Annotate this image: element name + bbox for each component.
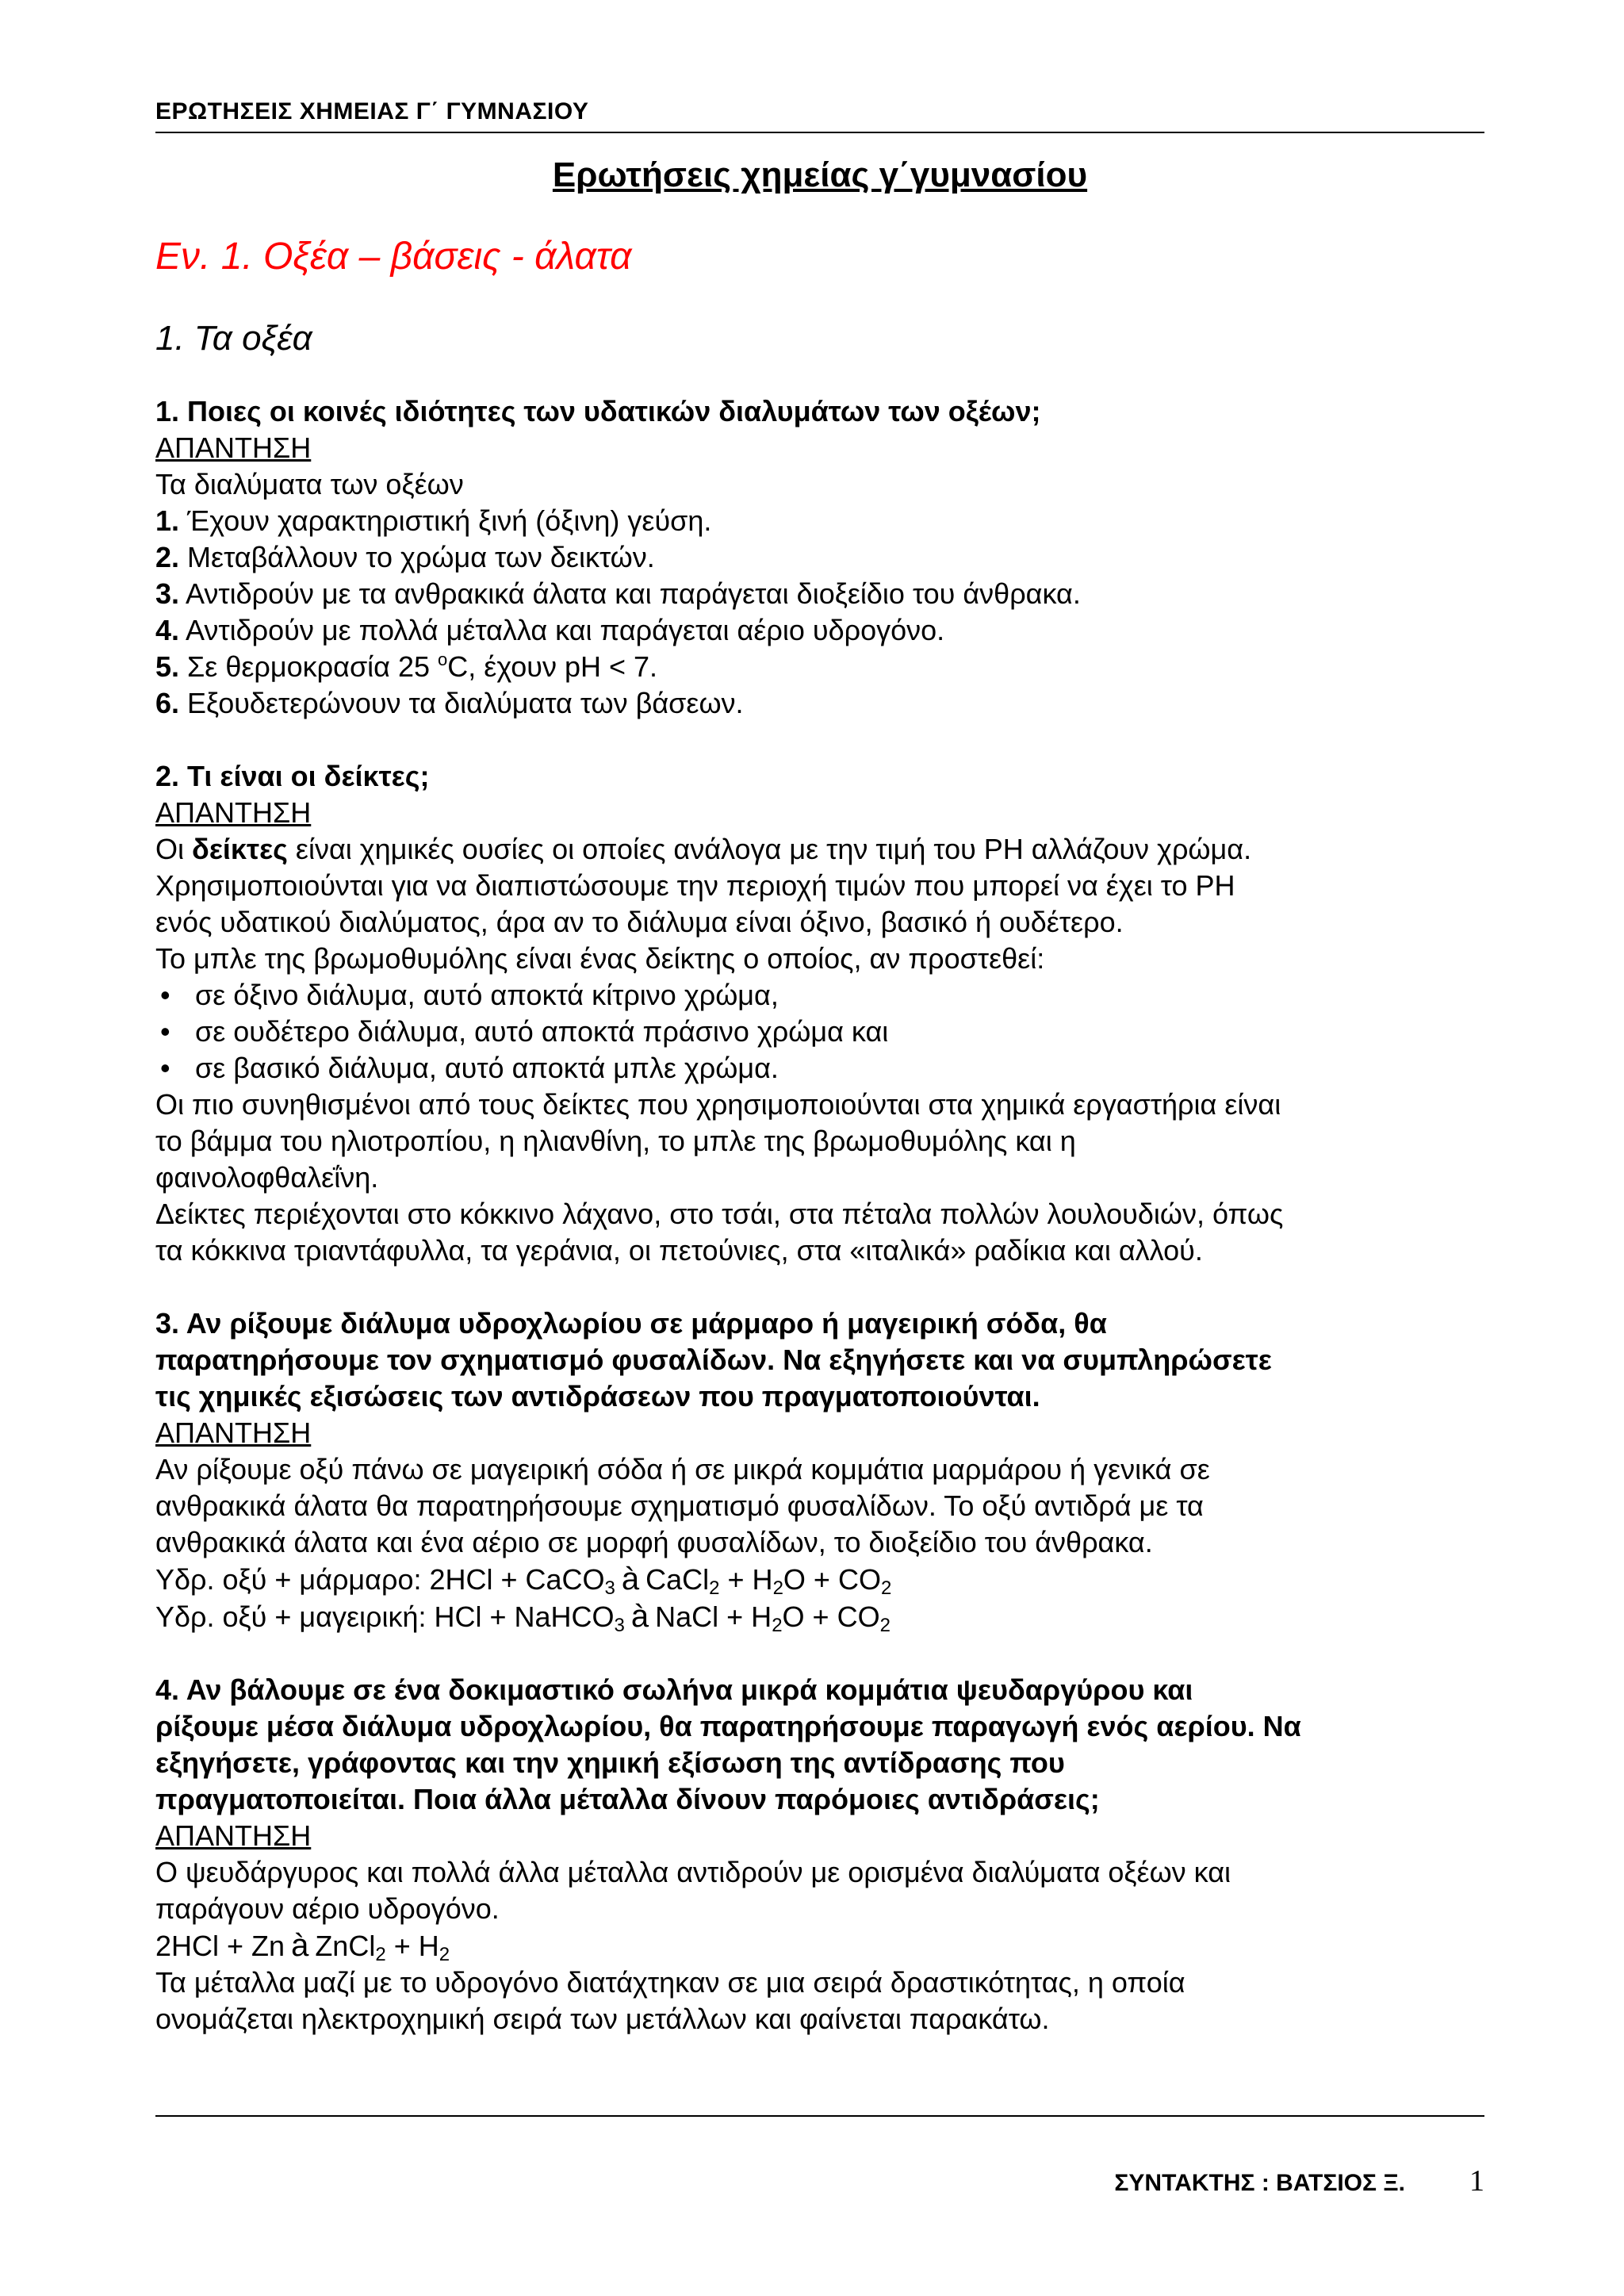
bullet-icon: • <box>160 1052 170 1084</box>
paragraph-line: Δείκτες περιέχονται στο κόκκινο λάχανο, στο τσάι, στα πέταλα πολλών λουλουδιών, όπως <box>155 1198 1284 1230</box>
paragraph-line: ανθρακικά άλατα θα παρατηρήσουμε σχηματισμό φυσαλίδων. Το οξύ αντιδρά με τα <box>155 1489 1204 1522</box>
chemical-equation: Υδρ. οξύ + μάρμαρο: 2HCl + CaCO$_3$ à CaCl$_2$ + $H_2O + CO_2$ <box>155 1562 892 1599</box>
paragraph-line: Χρησιμοποιούνται για να διαπιστώσουμε την περιοχή τιμών που μπορεί να έχει το PH <box>155 869 1235 902</box>
answer-label: ΑΠΑΝΤΗΣΗ <box>155 796 312 829</box>
list-item: 2. Μεταβάλλουν το χρώμα των δεικτών. <box>155 541 655 573</box>
paragraph: Οι δείκτες είναι χημικές ουσίες οι οποίες ανάλογα με την τιμή του PH αλλάζουν χρώμα. <box>155 833 1252 865</box>
paragraph-line: παράγουν αέριο υδρογόνο. <box>155 1892 500 1925</box>
paragraph-line: Τα μέταλλα μαζί με το υδρογόνο διατάχτηκαν σε μια σειρά δραστικότητας, η οποία <box>155 1966 1185 1999</box>
paragraph-line: ονομάζεται ηλεκτροχημική σειρά των μετάλλων και φαίνεται παρακάτω. <box>155 2003 1050 2035</box>
paragraph-line: Αν ρίξουμε οξύ πάνω σε μαγειρική σόδα ή σε μικρά κομμάτια μαρμάρου ή γενικά σε <box>155 1453 1210 1485</box>
arrow-icon: à <box>621 1562 640 1596</box>
paragraph-line: το βάμμα του ηλιοτροπίου, η ηλιανθίνη, το μπλε της βρωμοθυμόλης και η <box>155 1125 1076 1157</box>
arrow-icon: à <box>630 1599 649 1634</box>
chemical-equation: 2HCl + Zn à ZnCl$_2$ + $H_2$ <box>155 1928 450 1965</box>
bullet-icon: • <box>160 979 170 1011</box>
question-4-line: εξηγήσετε, γράφοντας και την χημική εξίσωση της αντίδρασης που <box>155 1746 1065 1779</box>
footer-author: ΣΥΝΤΑΚΤΗΣ : ΒΑΤΣΙΟΣ Ξ. <box>1114 2170 1405 2196</box>
paragraph-line: ανθρακικά άλατα και ένα αέριο σε μορφή φυσαλίδων, το διοξείδιο του άνθρακα. <box>155 1526 1153 1558</box>
document-title: Ερωτήσεις χημείας γ΄γυμνασίου <box>552 155 1088 194</box>
arrow-icon: à <box>291 1928 309 1963</box>
list-item: 5. Σε θερμοκρασία 25 $^o$C, έχουν pH < 7. <box>155 650 658 683</box>
document-page <box>155 0 1484 2296</box>
list-item: 6. Εξουδετερώνουν τα διαλύματα των βάσεων. <box>155 687 744 719</box>
paragraph-line: Ο ψευδάργυρος και πολλά άλλα μέταλλα αντιδρούν με ορισμένα διαλύματα οξέων και <box>155 1856 1231 1888</box>
chemical-equation: Υδρ. οξύ + μαγειρική: HCl + NaHCO$_3$ à NaCl + $H_2O + CO_2$ <box>155 1599 891 1636</box>
question-1: 1. Ποιες οι κοινές ιδιότητες των υδατικών διαλυμάτων των οξέων; <box>155 395 1041 427</box>
question-3-line: τις χημικές εξισώσεις των αντιδράσεων που πραγματοποιούνται. <box>155 1380 1040 1412</box>
paragraph-line: τα κόκκινα τριαντάφυλλα, τα γεράνια, οι πετούνιες, στα «ιταλικά» ραδίκια και αλλού. <box>155 1234 1203 1267</box>
page-number: 1 <box>1469 2164 1484 2198</box>
bullet-icon: • <box>160 1015 170 1048</box>
bullet-item: • σε ουδέτερο διάλυμα, αυτό αποκτά πράσινο χρώμα και <box>155 1014 1484 1050</box>
question-4-line: ρίξουμε μέσα διάλυμα υδροχλωρίου, θα παρατηρήσουμε παραγωγή ενός αερίου. Να <box>155 1710 1301 1742</box>
document-body <box>155 393 1484 2037</box>
question-3-line: 3. Αν ρίξουμε διάλυμα υδροχλωρίου σε μάρμαρο ή μαγειρική σόδα, θα <box>155 1307 1107 1340</box>
answer-label: ΑΠΑΝΤΗΣΗ <box>155 1819 312 1852</box>
question-4-line: πραγματοποιείται. Ποια άλλα μέταλλα δίνουν παρόμοιες αντιδράσεις; <box>155 1783 1100 1815</box>
list-item: 4. Αντιδρούν με πολλά μέταλλα και παράγεται αέριο υδρογόνο. <box>155 614 945 646</box>
paragraph-line: ενός υδατικού διαλύματος, άρα αν το διάλυμα είναι όξινο, βασικό ή ουδέτερο. <box>155 906 1124 938</box>
question-3-line: παρατηρήσουμε τον σχηματισμό φυσαλίδων. Να εξηγήσετε και να συμπληρώσετε <box>155 1343 1272 1376</box>
answer-intro: Τα διαλύματα των οξέων <box>155 468 464 500</box>
header-divider <box>155 132 1484 133</box>
answer-label: ΑΠΑΝΤΗΣΗ <box>155 431 312 464</box>
bullet-item: • σε βασικό διάλυμα, αυτό αποκτά μπλε χρώμα. <box>155 1050 1484 1087</box>
answer-label: ΑΠΑΝΤΗΣΗ <box>155 1416 312 1449</box>
paragraph-line: Το μπλε της βρωμοθυμόλης είναι ένας δείκτης ο οποίος, αν προστεθεί: <box>155 942 1045 975</box>
bullet-item: • σε όξινο διάλυμα, αυτό αποκτά κίτρινο χρώμα, <box>155 977 1484 1014</box>
section-heading: 1. Τα οξέα <box>155 319 312 358</box>
list-item: 1. Έχουν χαρακτηριστική ξινή (όξινη) γεύση. <box>155 504 712 537</box>
paragraph-line: Οι πιο συνηθισμένοι από τους δείκτες που χρησιμοποιούνται στα χημικά εργαστήρια είναι <box>155 1088 1281 1121</box>
paragraph-line: φαινολοφθαλεΐνη. <box>155 1161 379 1194</box>
list-item: 3. Αντιδρούν με τα ανθρακικά άλατα και παράγεται διοξείδιο του άνθρακα. <box>155 577 1081 610</box>
chapter-heading: Εν. 1. Οξέα – βάσεις - άλατα <box>155 236 632 278</box>
footer-divider <box>155 2115 1484 2117</box>
question-2: 2. Τι είναι οι δείκτες; <box>155 760 430 792</box>
question-4-line: 4. Αν βάλουμε σε ένα δοκιμαστικό σωλήνα μικρά κομμάτια ψευδαργύρου και <box>155 1673 1193 1706</box>
running-header: ΕΡΩΤΗΣΕΙΣ ΧΗΜΕΙΑΣ Γ΄ ΓΥΜΝΑΣΙΟΥ <box>155 98 589 125</box>
